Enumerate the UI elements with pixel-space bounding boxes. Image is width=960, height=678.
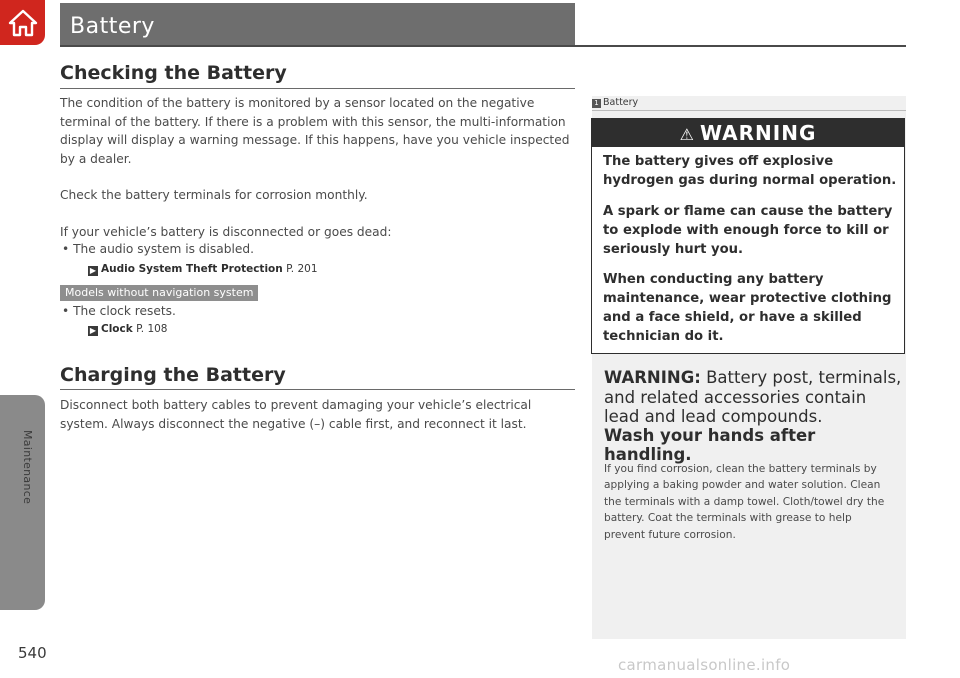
checking-paragraph-1: The condition of the battery is monitored by a sensor located on the negative terminal of the battery. If there is a problem with this sensor, the multi-information display will display a warning message. If this happens, have you vehicle inspected by a dealer. (60, 96, 570, 166)
warning-header: ⚠ WARNING (592, 119, 904, 147)
bullet-item: • The audio system is disabled. (62, 242, 254, 256)
reference-arrow-icon: ▶ (89, 326, 97, 335)
cross-reference-link[interactable]: ▶ Clock P. 108 (89, 323, 168, 335)
side-note-tag: 1 Battery (592, 97, 638, 108)
header-divider (60, 45, 906, 47)
checking-paragraph-3: If your vehicle’s battery is disconnected or goes dead: (60, 225, 392, 239)
warning-paragraph: The battery gives off explosive hydrogen gas during normal operation. (603, 154, 897, 188)
section-divider (60, 88, 575, 89)
note-marker-icon: 1 (592, 99, 601, 108)
cross-reference-link[interactable]: ▶ Audio System Theft Protection P. 201 (89, 263, 318, 275)
corrosion-instructions: If you find corrosion, clean the battery terminals by applying a baking powder and water solution. Clean the terminals with a damp towel. Cloth/towel dry the battery. Coat the terminals with grease to help prevent future corrosion. (604, 463, 885, 541)
warning-paragraph: A spark or flame can cause the battery to explode with enough force to kill or seriously hurt you. (603, 204, 893, 257)
bullet-dot: • (62, 242, 70, 256)
charging-paragraph: Disconnect both battery cables to prevent damaging your vehicle’s electrical system. Always disconnect the negative (–) cable first, and reconnect it last. (60, 398, 532, 431)
warning-box (591, 118, 905, 354)
reference-arrow-icon: ▶ (89, 266, 97, 275)
lead-warning: WARNING: Battery post, terminals, and related accessories contain lead and lead compounds. (604, 368, 902, 426)
page-number: 540 (18, 644, 47, 662)
section-divider (60, 389, 575, 390)
watermark: carmanualsonline.info (618, 656, 791, 674)
section-tab-label: Maintenance (21, 430, 34, 505)
page-title: Battery (70, 14, 155, 39)
warning-triangle-icon: ⚠ (679, 125, 695, 144)
model-badge: Models without navigation system (60, 285, 258, 301)
lead-warning-instruction: Wash your hands after handling. (604, 426, 816, 464)
home-icon (7, 8, 39, 38)
section-heading-charging: Charging the Battery (60, 364, 286, 386)
side-note-divider (592, 110, 906, 111)
home-button[interactable] (0, 0, 45, 45)
checking-paragraph-2: Check the battery terminals for corrosion monthly. (60, 188, 368, 202)
bullet-dot: • (62, 304, 70, 318)
warning-paragraph: When conducting any battery maintenance, wear protective clothing and a face shield, or have a skilled technician do it. (603, 272, 892, 344)
section-heading-checking: Checking the Battery (60, 62, 287, 84)
bullet-item: • The clock resets. (62, 304, 176, 318)
